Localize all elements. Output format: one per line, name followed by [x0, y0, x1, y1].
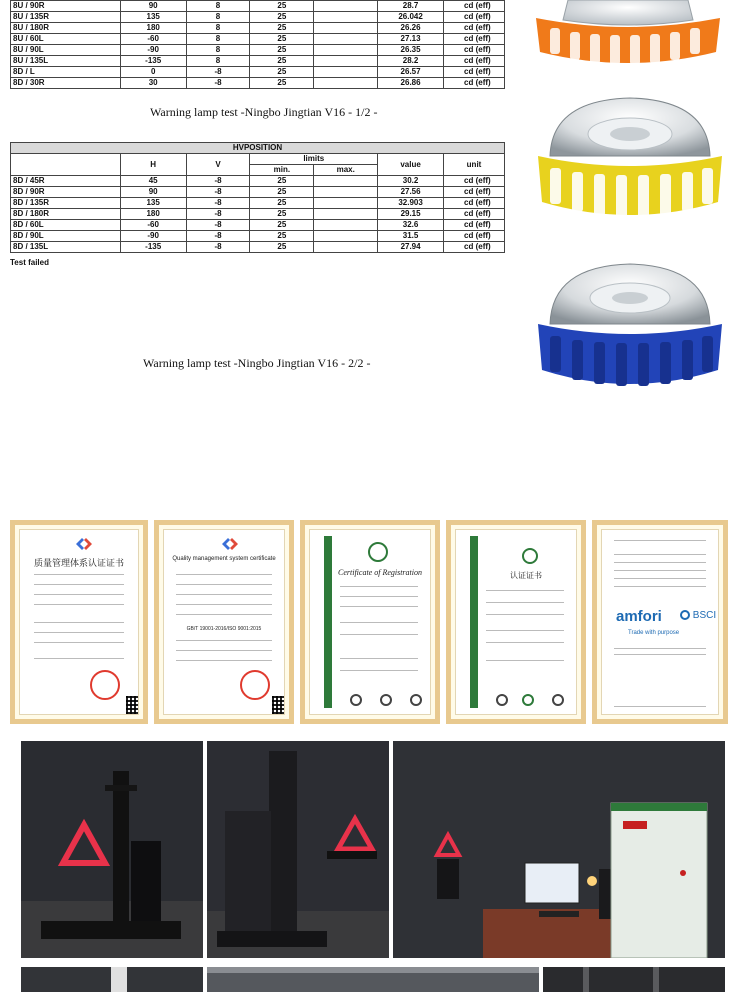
- red-seal-icon: [240, 670, 270, 700]
- table1-cell-value: 26.042: [378, 12, 444, 23]
- table1-row: [11, 67, 505, 78]
- lab-photo-bottom-1: [21, 967, 203, 992]
- table2-cell-unit: cd (eff): [444, 209, 505, 220]
- badge-icon: [350, 694, 362, 706]
- table2-cell-max: [314, 209, 378, 220]
- table2-cell-value: 29.15: [378, 209, 444, 220]
- test-result-note: Test failed: [10, 258, 49, 267]
- table2-row: [11, 231, 505, 242]
- certificate-quality-cn: [10, 520, 148, 724]
- header-blank: [11, 154, 121, 176]
- header-h: H: [120, 154, 186, 176]
- table1-cell-v: 8: [186, 56, 250, 67]
- caption-part-1: Warning lamp test -Ningbo Jingtian V16 - 1/2 -: [150, 105, 378, 119]
- certificate-cn: [446, 520, 586, 724]
- table2-cell-v: -8: [186, 231, 250, 242]
- lab-photo-goniometer-1: [21, 741, 203, 958]
- table2-row: [11, 209, 505, 220]
- certification-logo-icon: [222, 538, 238, 550]
- table2-cell-max: [314, 198, 378, 209]
- table1-cell-min: 25: [250, 56, 314, 67]
- table1-row: [11, 78, 505, 89]
- table1-cell-point: 8U / 60L: [11, 34, 121, 45]
- table2-cell-point: 8D / 45R: [11, 176, 121, 187]
- table1-cell-v: -8: [186, 67, 250, 78]
- table1-cell-h: -135: [120, 56, 186, 67]
- yellow-beacon-image: [530, 94, 730, 232]
- table2-cell-min: 25: [250, 187, 314, 198]
- table1-cell-point: 8D / 30R: [11, 78, 121, 89]
- table2-cell-v: -8: [186, 176, 250, 187]
- table1-cell-max: [314, 23, 378, 34]
- table2-cell-point: 8D / 90L: [11, 231, 121, 242]
- table2-cell-value: 32.903: [378, 198, 444, 209]
- table2-cell-point: 8D / 180R: [11, 209, 121, 220]
- certificate-quality-en: [154, 520, 294, 724]
- table1-cell-h: -60: [120, 34, 186, 45]
- table1-cell-max: [314, 67, 378, 78]
- table2-cell-h: -135: [120, 242, 186, 253]
- table1-cell-point: 8D / L: [11, 67, 121, 78]
- table1-cell-min: 25: [250, 1, 314, 12]
- table2-cell-h: -60: [120, 220, 186, 231]
- table2-cell-value: 30.2: [378, 176, 444, 187]
- table2-row: [11, 242, 505, 253]
- table2-cell-h: 90: [120, 187, 186, 198]
- table2-cell-unit: cd (eff): [444, 231, 505, 242]
- table2-row: [11, 187, 505, 198]
- table1-row: [11, 12, 505, 23]
- badge-icon: [522, 694, 534, 706]
- table1-cell-value: 26.57: [378, 67, 444, 78]
- qr-code-icon: [272, 696, 285, 714]
- table2-cell-min: 25: [250, 220, 314, 231]
- table1-cell-min: 25: [250, 12, 314, 23]
- table1-cell-h: 180: [120, 23, 186, 34]
- table1-cell-unit: cd (eff): [444, 67, 505, 78]
- table2-row: [11, 176, 505, 187]
- emblem-icon: [522, 548, 538, 564]
- header-limits: limits: [250, 154, 378, 165]
- table2-cell-unit: cd (eff): [444, 187, 505, 198]
- table2-cell-h: 45: [120, 176, 186, 187]
- table2-cell-point: 8D / 90R: [11, 187, 121, 198]
- table2-cell-max: [314, 231, 378, 242]
- table1-row: [11, 34, 505, 45]
- table2-cell-value: 32.6: [378, 220, 444, 231]
- table1-cell-h: 30: [120, 78, 186, 89]
- certificate-registration: [300, 520, 440, 724]
- table1-cell-point: 8U / 90L: [11, 45, 121, 56]
- header-value: value: [378, 154, 444, 176]
- qr-code-icon: [126, 696, 139, 714]
- table1-cell-max: [314, 78, 378, 89]
- table2-cell-v: -8: [186, 187, 250, 198]
- caption-part-2: Warning lamp test -Ningbo Jingtian V16 - 2/2 -: [143, 356, 371, 370]
- table1-cell-max: [314, 1, 378, 12]
- table2-cell-unit: cd (eff): [444, 176, 505, 187]
- table2-cell-unit: cd (eff): [444, 220, 505, 231]
- table2-cell-value: 27.56: [378, 187, 444, 198]
- table2-cell-h: 135: [120, 198, 186, 209]
- table2-cell-unit: cd (eff): [444, 242, 505, 253]
- table1-cell-v: 8: [186, 12, 250, 23]
- table2-cell-min: 25: [250, 231, 314, 242]
- table2-cell-v: -8: [186, 220, 250, 231]
- table2-cell-point: 8D / 60L: [11, 220, 121, 231]
- cert1-title: 质量管理体系认证证书: [33, 558, 124, 568]
- table1-cell-point: 8U / 135L: [11, 56, 121, 67]
- table1-cell-value: 26.35: [378, 45, 444, 56]
- badge-icon: [496, 694, 508, 706]
- table2-cell-value: 27.94: [378, 242, 444, 253]
- badge-icon: [410, 694, 422, 706]
- table1-cell-min: 25: [250, 23, 314, 34]
- header-unit: unit: [444, 154, 505, 176]
- certificates-strip: [10, 520, 728, 724]
- cert2-standard: GB/T 19001-2016/ISO 9001:2015: [186, 626, 262, 632]
- badge-icon: [552, 694, 564, 706]
- table1-cell-v: 8: [186, 45, 250, 56]
- table2-row: [11, 198, 505, 209]
- table1-cell-unit: cd (eff): [444, 45, 505, 56]
- table1-row: [11, 45, 505, 56]
- table1-cell-v: 8: [186, 34, 250, 45]
- table1-cell-value: 26.26: [378, 23, 444, 34]
- cert3-title: Certificate of Registration: [338, 568, 422, 577]
- bsci-icon: [680, 610, 690, 620]
- red-seal-icon: [90, 670, 120, 700]
- table2-cell-unit: cd (eff): [444, 198, 505, 209]
- lab-photo-bottom-3: [543, 967, 725, 992]
- table1-cell-point: 8U / 180R: [11, 23, 121, 34]
- table1-cell-max: [314, 12, 378, 23]
- table2-cell-min: 25: [250, 176, 314, 187]
- table1-cell-min: 25: [250, 78, 314, 89]
- amfori-logo-text: amfori: [616, 608, 662, 625]
- lab-photo-goniometer-2: [207, 741, 389, 958]
- table2-cell-min: 25: [250, 209, 314, 220]
- table1-cell-max: [314, 34, 378, 45]
- table1-cell-value: 28.7: [378, 1, 444, 12]
- cert2-title: Quality management system certificate: [172, 556, 276, 562]
- table1-cell-value: 27.13: [378, 34, 444, 45]
- table2-cell-point: 8D / 135R: [11, 198, 121, 209]
- table1-cell-v: 8: [186, 23, 250, 34]
- table1-cell-value: 28.2: [378, 56, 444, 67]
- table1-cell-h: 90: [120, 1, 186, 12]
- table2-cell-v: -8: [186, 209, 250, 220]
- table2-cell-max: [314, 187, 378, 198]
- table1-cell-unit: cd (eff): [444, 1, 505, 12]
- table1-row: [11, 1, 505, 12]
- table1-cell-h: 135: [120, 12, 186, 23]
- table2-row: [11, 220, 505, 231]
- table1-cell-point: 8U / 90R: [11, 1, 121, 12]
- table-band-title: HVPOSITION: [11, 143, 505, 154]
- table1-cell-unit: cd (eff): [444, 78, 505, 89]
- table1-cell-h: -90: [120, 45, 186, 56]
- header-min: min.: [250, 165, 314, 176]
- badge-icon: [380, 694, 392, 706]
- table2-cell-min: 25: [250, 242, 314, 253]
- orange-beacon-image: [528, 0, 728, 72]
- table1-cell-h: 0: [120, 67, 186, 78]
- table1-cell-max: [314, 45, 378, 56]
- table2-cell-value: 31.5: [378, 231, 444, 242]
- table2-cell-h: 180: [120, 209, 186, 220]
- table2-cell-min: 25: [250, 198, 314, 209]
- table1-row: [11, 56, 505, 67]
- header-v: V: [186, 154, 250, 176]
- table1-cell-v: 8: [186, 1, 250, 12]
- table1-cell-unit: cd (eff): [444, 34, 505, 45]
- results-table-2: [10, 142, 505, 253]
- bsci-label: BSCI: [692, 610, 717, 621]
- table1-cell-max: [314, 56, 378, 67]
- certification-logo-icon: [76, 538, 92, 550]
- table2-cell-v: -8: [186, 242, 250, 253]
- bsci-logo: [680, 610, 716, 621]
- lab-photo-bottom-2: [207, 967, 539, 992]
- header-max: max.: [314, 165, 378, 176]
- blue-beacon-image: [530, 262, 730, 400]
- table1-cell-value: 26.86: [378, 78, 444, 89]
- table1-cell-min: 25: [250, 67, 314, 78]
- emblem-icon: [368, 542, 388, 562]
- certificate-amfori-bsci: [592, 520, 728, 724]
- table1-cell-unit: cd (eff): [444, 56, 505, 67]
- table1-cell-min: 25: [250, 34, 314, 45]
- cert4-title: 认证证书: [510, 571, 542, 580]
- table1-cell-point: 8U / 135R: [11, 12, 121, 23]
- amfori-tagline: Trade with purpose: [628, 630, 680, 636]
- table2-cell-max: [314, 176, 378, 187]
- table2-cell-h: -90: [120, 231, 186, 242]
- table2-cell-v: -8: [186, 198, 250, 209]
- table1-cell-min: 25: [250, 45, 314, 56]
- table2-cell-max: [314, 220, 378, 231]
- table2-cell-max: [314, 242, 378, 253]
- table2-cell-point: 8D / 135L: [11, 242, 121, 253]
- table1-row: [11, 23, 505, 34]
- table1-cell-unit: cd (eff): [444, 12, 505, 23]
- lab-photo-workstation: [393, 741, 725, 958]
- table1-cell-unit: cd (eff): [444, 23, 505, 34]
- results-table-1: [10, 0, 505, 89]
- table1-cell-v: -8: [186, 78, 250, 89]
